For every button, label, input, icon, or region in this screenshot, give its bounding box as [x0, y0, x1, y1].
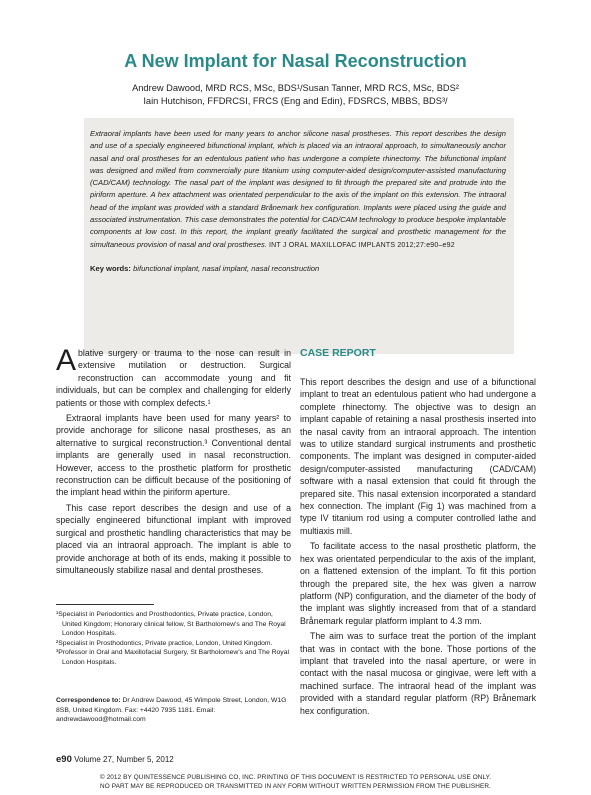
article-title: A New Implant for Nasal Reconstruction	[124, 51, 467, 71]
footnote-1: ¹Specialist in Periodontics and Prosthodontics, Private practice, London, United Kingdom; Honorary clinical fellow, St Bartholomew's and The Royal London Hospitals.	[56, 611, 286, 638]
intro-paragraph-1-text: blative surgery or trauma to the nose can result in extensive mutilation or destruction. Surgical reconstruction can accommodate young and fit individuals, but can be complex and challenging for elderly patients or those with complex defects.¹	[56, 348, 291, 408]
correspondence-text: Dr Andrew Dawood, 45 Wimpole Street, London, W1G 8SB, United Kingdom. Fax: +4420 7935 1181. Email: andrewdawood@hotmail.com	[56, 697, 287, 724]
journal-volume: Volume 27, Number 5, 2012	[74, 755, 174, 764]
intro-paragraph-3: This case report describes the design and use of a specially engineered bifunctional implant with improved surgical and prosthetic handling characteristics that may be placed via an intraoral approach. The implant is able to provide anchorage at both of its ends, making it possible to simultaneously stabilize nasal and dental prostheses.	[56, 502, 291, 575]
correspondence	[56, 696, 294, 725]
author-list	[0, 82, 591, 107]
abstract-text: Extraoral implants have been used for many years to anchor silicone nasal prostheses. This report describes the design and use of a specially engineered bifunctional implant, which is placed via an intraoral approach, to simultaneously anchor nasal and oral prostheses for an edentulous patient who has undergone a complete rhinectomy. The bifunctional implant was designed and milled from commercially pure titanium using computer-aided design/computer-assisted manufacturing (CAD/CAM) technology. The nasal part of the implant was designed to fit through the prepared site and protrude into the piriform aperture. A hex attachment was orientated perpendicular to the axis of the implant on this extension. The intraoral head of the implant was provided with a standard Brånemark hex configuration. Implants were placed using the guide and associated instrumentation. This case demonstrates the potential for CAD/CAM technology to produce bespoke implantable components at low cost. In this report, the implant greatly facilitated the surgical and prosthetic management for the simultaneous provision of nasal and oral prostheses.	[90, 129, 506, 249]
abstract-box	[84, 118, 514, 354]
affiliation-footnotes	[56, 610, 294, 668]
keywords	[90, 263, 506, 275]
case-paragraph-2: To facilitate access to the nasal prosthetic platform, the hex was orientated perpendicular to the axis of the implant, on a flattened extension of the implant. To fit this portion through the prepared site, the hex was given a narrow platform (NP) configuration, and the diameter of the body of the implant was slightly increased from that of a standard Brånemark regular platform implant to 4.3 mm.	[300, 541, 536, 626]
footnote-divider	[56, 604, 154, 605]
page-number: e90	[56, 754, 72, 765]
case-paragraph-1: This report describes the design and use of a bifunctional implant to treat an edentulous patient who had undergone a complete rhinectomy. The objective was to design an implant capable of retaining a nasal prosthesis inserted into the nasal cavity from an intraoral approach. The intention was to utilize standard surgical instruments and prosthetic components. The implant was designed in computer-aided design/computer-assisted manufacturing (CAD/CAM) software with a nasal extension that could fit through the prepared site. This nasal extension incorporated a standard hex connection. The implant (Fig 1) was machined from a type IV titanium rod using a computer controlled lathe and multiaxis mill.	[300, 377, 536, 536]
keywords-values: bifunctional implant, nasal implant, nasal reconstruction	[133, 263, 320, 273]
case-paragraph-3: The aim was to surface treat the portion of the implant that was in contact with the bone. Those portions of the implant that traveled into the nasal aperture, or were in contact with the nasal mucosa or gingivae, were left with a machined surface. The intraoral head of the implant was provided with a standard regular platform (RP) Brånemark hex configuration.	[300, 631, 536, 716]
correspondence-label: Correspondence to:	[56, 697, 121, 704]
drop-cap: A	[56, 344, 77, 377]
footnote-3: ³Professor in Oral and Maxillofacial Surgery, St Bartholomew's and The Royal London Hospitals.	[56, 649, 289, 666]
footnote-2: ²Specialist in Prosthodontics, Private practice, London, United Kingdom.	[56, 639, 273, 647]
journal-footer	[56, 754, 174, 765]
abstract-citation: INT J ORAL MAXILLOFAC IMPLANTS 2012;27:e90–e92	[269, 241, 455, 249]
intro-paragraph-1	[56, 344, 291, 409]
left-column	[56, 344, 291, 579]
copyright-notice	[0, 774, 591, 791]
keywords-label: Key words:	[90, 263, 131, 273]
copyright-line-1: © 2012 BY QUINTESSENCE PUBLISHING CO, INC. PRINTING OF THIS DOCUMENT IS RESTRICTED TO PERSONAL USE ONLY.	[99, 774, 492, 781]
section-heading-case-report: CASE REPORT	[300, 347, 376, 359]
author-line-2: Iain Hutchison, FFDRCSI, FRCS (Eng and Edin), FDSRCS, MBBS, BDS³/	[143, 95, 448, 106]
copyright-line-2: NO PART MAY BE REPRODUCED OR TRANSMITTED IN ANY FORM WITHOUT WRITTEN PERMISSION FROM THE PUBLISHER.	[100, 782, 491, 790]
author-line-1: Andrew Dawood, MRD RCS, MSc, BDS¹/Susan Tanner, MRD RCS, MSc, BDS²	[132, 83, 459, 93]
abstract	[90, 128, 506, 252]
right-column	[300, 347, 536, 720]
intro-paragraph-2: Extraoral implants have been used for many years² to provide anchorage for silicone nasal prostheses, as an alternative to surgical reconstruction.³ Conventional dental implants are generally used in nasal reconstruction. However, access to the prosthetic platform for prosthetic reconstruction can be difficult because of the positioning of the implant head within the piriform aperture.	[56, 413, 291, 498]
